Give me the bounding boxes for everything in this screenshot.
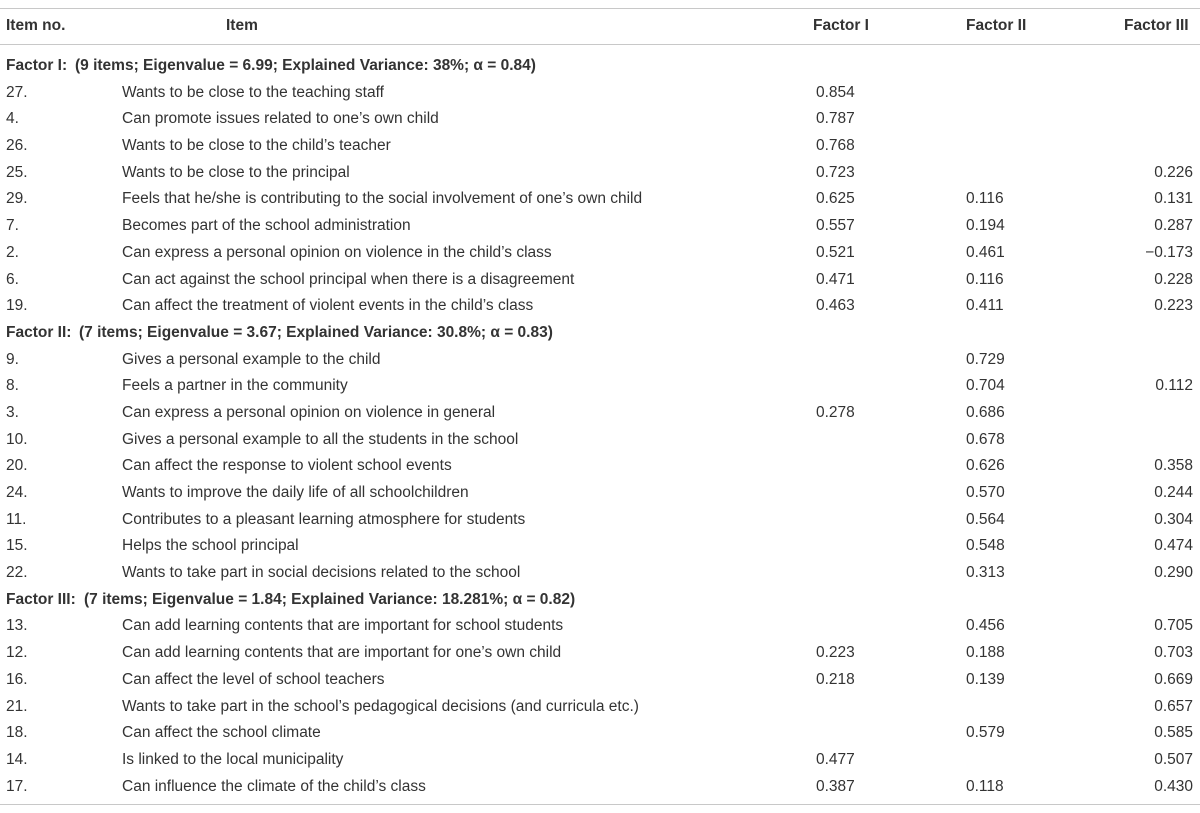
factor-group-header (0, 53, 1200, 80)
factor-1-loading: 0.521 (816, 243, 855, 261)
factor-2-loading: 0.570 (966, 484, 1005, 501)
item-text: Wants to be close to the teaching staff (122, 83, 384, 101)
item-number: 26. (6, 137, 28, 155)
item-number: 16. (6, 670, 28, 688)
item-number: 27. (6, 83, 28, 101)
factor-3-loading: 0.112 (1155, 377, 1193, 395)
factor-3-loading: 0.474 (1154, 537, 1193, 555)
factor-1-loading: 0.278 (816, 403, 855, 421)
table-row (0, 427, 1200, 454)
table-row (0, 694, 1200, 721)
table-body (0, 53, 1200, 800)
factor-3-loading: 0.657 (1154, 697, 1193, 715)
factor-1-loading: 0.787 (816, 110, 855, 128)
item-number: 11. (6, 510, 27, 528)
item-text: Can express a personal opinion on violence in the child’s class (122, 243, 552, 261)
item-number: 12. (6, 644, 28, 662)
table-row (0, 373, 1200, 400)
factor-3-loading: 0.223 (1154, 297, 1193, 315)
item-text: Feels a partner in the community (122, 377, 348, 395)
factor-3-loading: 0.703 (1154, 644, 1193, 662)
table-row (0, 80, 1200, 107)
header-factor-1: Factor I (813, 17, 869, 34)
item-text: Can affect the response to violent school events (122, 457, 452, 475)
table-row (0, 106, 1200, 133)
item-number: 14. (6, 750, 28, 768)
table-row (0, 267, 1200, 294)
factor-2-loading: 0.116 (966, 190, 1004, 208)
factor-2-loading: 0.188 (966, 644, 1005, 662)
factor-2-loading: 0.194 (966, 217, 1005, 235)
factor-2-loading: 0.461 (966, 243, 1005, 261)
factor-2-loading: 0.704 (966, 377, 1005, 395)
item-text: Can promote issues related to one’s own child (122, 110, 439, 128)
table-row (0, 667, 1200, 694)
factor-1-loading: 0.477 (816, 750, 855, 768)
item-text: Gives a personal example to the child (122, 350, 381, 368)
table-row (0, 560, 1200, 587)
factor-3-loading: 0.669 (1154, 670, 1193, 688)
table-row (0, 160, 1200, 187)
header-factor-2: Factor II (966, 17, 1027, 34)
table-row (0, 347, 1200, 374)
item-number: 22. (6, 564, 28, 582)
factor-2-loading: 0.729 (966, 350, 1005, 368)
factor-3-loading: 0.585 (1154, 724, 1193, 742)
factor-3-loading: 0.131 (1154, 190, 1193, 208)
item-text: Wants to be close to the child’s teacher (122, 137, 391, 155)
item-text: Helps the school principal (122, 537, 299, 555)
factor-2-loading: 0.313 (966, 564, 1005, 582)
factor-group-header (0, 587, 1200, 614)
item-number: 15. (6, 537, 28, 555)
item-number: 10. (6, 430, 28, 448)
factor-1-loading: 0.387 (816, 777, 855, 795)
item-number: 8. (6, 377, 19, 395)
table-row (0, 774, 1200, 801)
item-text: Gives a personal example to all the students in the school (122, 430, 519, 448)
factor-2-loading: 0.678 (966, 430, 1005, 448)
factor-2-loading: 0.118 (966, 777, 1004, 795)
factor-1-loading: 0.723 (816, 163, 855, 181)
factor-1-loading: 0.218 (816, 670, 855, 688)
factor-3-loading: 0.290 (1154, 564, 1193, 582)
factor-2-loading: 0.139 (966, 670, 1005, 688)
table-row (0, 293, 1200, 320)
factor-group-summary: (9 items; Eigenvalue = 6.99; Explained Variance: 38%; α = 0.84) (75, 57, 536, 74)
factor-1-loading: 0.854 (816, 83, 855, 101)
item-text: Is linked to the local municipality (122, 750, 344, 768)
item-text: Can express a personal opinion on violence in general (122, 403, 496, 421)
factor-3-loading: 0.358 (1154, 457, 1193, 475)
factor-2-loading: 0.116 (966, 270, 1004, 288)
header-rule (0, 44, 1200, 45)
table-bottom-rule (0, 804, 1200, 805)
factor-3-loading: 0.705 (1154, 617, 1193, 635)
table-row (0, 747, 1200, 774)
factor-1-loading: 0.463 (816, 297, 855, 315)
table-row (0, 640, 1200, 667)
table-row (0, 133, 1200, 160)
table-row (0, 720, 1200, 747)
item-text: Contributes to a pleasant learning atmosphere for students (122, 510, 526, 528)
factor-1-loading: 0.557 (816, 217, 855, 235)
item-number: 21. (6, 697, 28, 715)
table-row (0, 186, 1200, 213)
item-text: Can affect the school climate (122, 724, 321, 742)
header-item-no: Item no. (6, 17, 66, 34)
item-text: Can add learning contents that are important for one’s own child (122, 644, 562, 662)
factor-1-loading: 0.223 (816, 644, 855, 662)
table-row (0, 240, 1200, 267)
factor-1-loading: 0.768 (816, 137, 855, 155)
factor-group-name: Factor I: (6, 57, 68, 74)
item-number: 25. (6, 163, 28, 181)
table-row (0, 533, 1200, 560)
factor-2-loading: 0.564 (966, 510, 1005, 528)
factor-2-loading: 0.548 (966, 537, 1005, 555)
item-number: 6. (6, 270, 19, 288)
factor-2-loading: 0.456 (966, 617, 1005, 635)
header-item: Item (226, 17, 258, 34)
factor-1-loading: 0.471 (816, 270, 855, 288)
factor-3-loading: 0.304 (1154, 510, 1193, 528)
factor-2-loading: 0.626 (966, 457, 1005, 475)
item-text: Can affect the level of school teachers (122, 670, 385, 688)
item-number: 24. (6, 484, 28, 501)
item-text: Wants to take part in social decisions related to the school (122, 564, 521, 582)
table-row (0, 453, 1200, 480)
factor-1-loading: 0.625 (816, 190, 855, 208)
factor-3-loading: 0.507 (1154, 750, 1193, 768)
factor-2-loading: 0.579 (966, 724, 1005, 742)
factor-3-loading: 0.287 (1154, 217, 1193, 235)
factor-3-loading: 0.244 (1154, 484, 1193, 501)
table-header (0, 9, 1200, 44)
table-row (0, 400, 1200, 427)
item-number: 29. (6, 190, 28, 208)
item-text: Wants to improve the daily life of all schoolchildren (122, 484, 469, 501)
item-number: 7. (6, 217, 19, 235)
item-text: Can add learning contents that are important for school students (122, 617, 564, 635)
factor-group-summary: (7 items; Eigenvalue = 1.84; Explained Variance: 18.281%; α = 0.82) (84, 590, 576, 608)
item-number: 2. (6, 243, 19, 261)
factor-2-loading: 0.686 (966, 403, 1005, 421)
factor-3-loading: 0.226 (1154, 163, 1193, 181)
item-number: 17. (6, 777, 28, 795)
item-text: Can affect the treatment of violent events in the child’s class (122, 297, 534, 315)
item-text: Feels that he/she is contributing to the social involvement of one’s own child (122, 190, 643, 208)
item-text: Wants to take part in the school’s pedagogical decisions (and curricula etc.) (122, 697, 639, 715)
factor-3-loading: 0.228 (1154, 270, 1193, 288)
factor-2-loading: 0.411 (966, 297, 1004, 315)
factor-3-loading: 0.430 (1154, 777, 1193, 795)
table-row (0, 480, 1200, 507)
table-row (0, 613, 1200, 640)
factor-group-header (0, 320, 1200, 347)
item-number: 9. (6, 350, 19, 368)
item-text: Becomes part of the school administration (122, 217, 411, 235)
item-number: 13. (6, 617, 28, 635)
factor-3-loading: −0.173 (1145, 243, 1193, 261)
item-text: Can influence the climate of the child’s class (122, 777, 426, 795)
table-row (0, 507, 1200, 534)
item-text: Wants to be close to the principal (122, 163, 350, 181)
header-factor-3: Factor III (1124, 17, 1189, 34)
factor-group-name: Factor II: (6, 323, 72, 341)
item-text: Can act against the school principal when there is a disagreement (122, 270, 575, 288)
item-number: 4. (6, 110, 19, 128)
item-number: 3. (6, 403, 19, 421)
factor-group-name: Factor III: (6, 590, 76, 608)
factor-group-summary: (7 items; Eigenvalue = 3.67; Explained Variance: 30.8%; α = 0.83) (79, 323, 553, 341)
item-number: 20. (6, 457, 28, 475)
item-number: 19. (6, 297, 28, 315)
item-number: 18. (6, 724, 28, 742)
table-row (0, 213, 1200, 240)
